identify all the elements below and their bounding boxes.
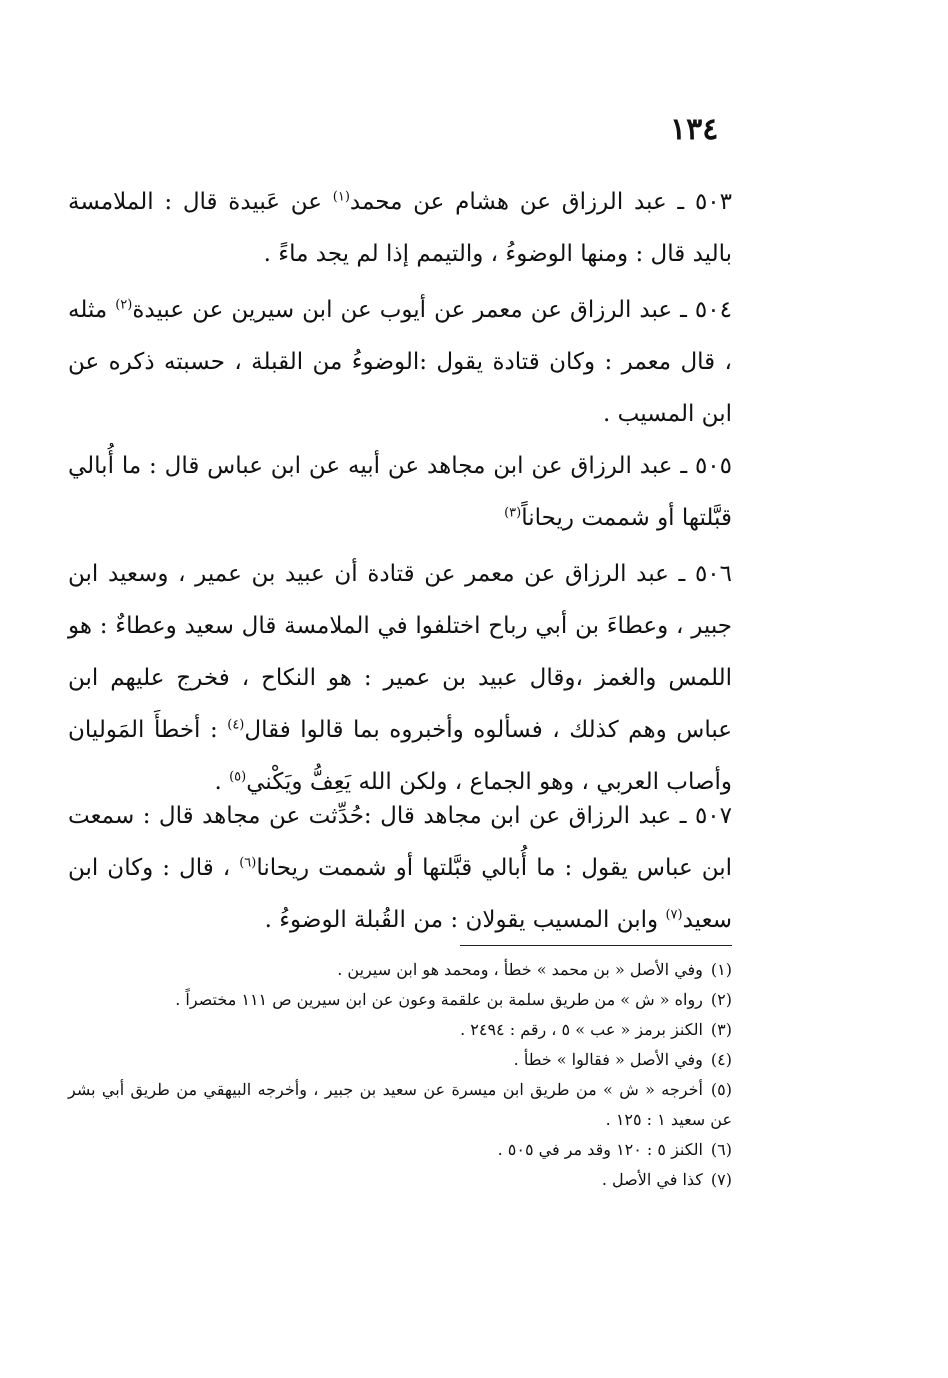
hadith-text: ٥٠٣ ـ عبد الرزاق عن هشام عن محمد (349, 189, 732, 215)
footnote-ref: (٢) (115, 297, 133, 313)
page-number: ١٣٤ (670, 112, 719, 147)
hadith-text: ، قال : وكان ابن سعيد (68, 855, 732, 933)
footnotes (68, 955, 732, 1195)
hadith-text: وابن المسيب يقولان : من القُبلة الوضوءُ . (264, 907, 666, 933)
footnote-6 (68, 1135, 732, 1165)
hadith-505 (68, 440, 732, 544)
footnote-ref: (٤) (227, 717, 245, 733)
hadith-text: ٥٠٦ ـ عبد الرزاق عن معمر عن قتادة أن عبيد بن عمير ، وسعيد ابن جبير ، وعطاءَ بن أبي رباح اختلفوا في الملامسة قال سعيد وعطاءٌ : هو اللمس والغمز ،وقال عبيد بن عمير : هو النكاح ، فخرج عليهم ابن عباس وهم كذلك ، فسألوه وأخبروه بما قالوا فقال (68, 561, 732, 743)
footnote-text: كذا في الأصل . (601, 1170, 703, 1189)
hadith-text: . (214, 769, 230, 795)
hadith-text: : أخطأَ المَوليان وأصاب العربي ، وهو الجماع ، ولكن الله يَعِفُّ ويَكْني (68, 717, 732, 795)
footnote-4 (68, 1045, 732, 1075)
footnote-number: (٤) (710, 1050, 732, 1069)
footnote-1 (68, 955, 732, 985)
hadith-506 (68, 548, 732, 808)
footnote-number: (٧) (710, 1170, 732, 1189)
footnote-number: (٣) (710, 1020, 732, 1039)
footnote-7 (68, 1165, 732, 1195)
footnote-2 (68, 985, 732, 1015)
hadith-503 (68, 176, 732, 280)
footnote-text: الكنز ٥ : ١٢٠ وقد مر في ٥٠٥ . (497, 1140, 703, 1159)
hadith-text: عن عَبيدة قال : الملامسة باليد قال : ومنها الوضوءُ ، والتيمم إذا لم يجد ماءً . (68, 189, 732, 267)
hadith-text: ٥٠٧ ـ عبد الرزاق عن ابن مجاهد قال :حُدِّثت عن مجاهد قال : سمعت ابن عباس يقول : ما أُبالي قبَّلتها أو شممت ريحانا (68, 803, 732, 881)
footnote-text: وفي الأصل « بن محمد » خطأ ، ومحمد هو ابن سيرين . (337, 960, 703, 979)
footnote-ref: (٥) (229, 769, 247, 785)
footnote-ref: (٣) (504, 505, 522, 521)
hadith-text: ٥٠٤ ـ عبد الرزاق عن معمر عن أيوب عن ابن سيرين عن عبيدة (132, 297, 732, 323)
footnote-number: (١) (710, 960, 732, 979)
hadith-text: ٥٠٥ ـ عبد الرزاق عن ابن مجاهد عن أبيه عن ابن عباس قال : ما أُبالي قبَّلتها أو شممت ريحاناً (68, 453, 732, 531)
footnote-ref: (١) (332, 189, 350, 205)
footnote-text: أخرجه « ش » من طريق ابن ميسرة عن سعيد بن جبير ، وأخرجه البيهقي من طريق أبي بشر عن سعيد ١ : ١٢٥ . (68, 1080, 732, 1129)
footnote-number: (٢) (710, 990, 732, 1009)
hadith-507 (68, 790, 732, 946)
footnote-5 (68, 1075, 732, 1135)
footnote-3 (68, 1015, 732, 1045)
footnote-text: رواه « ش » من طريق سلمة بن علقمة وعون عن ابن سيرين ص ١١١ مختصراً . (175, 990, 703, 1009)
footnote-number: (٦) (710, 1140, 732, 1159)
footnote-ref: (٧) (665, 907, 683, 923)
footnote-divider (460, 945, 732, 946)
footnote-ref: (٦) (239, 855, 257, 871)
hadith-text: مثله ، قال معمر : وكان قتادة يقول :الوضوءُ من القبلة ، حسبته ذكره عن ابن المسيب . (68, 297, 732, 427)
footnote-number: (٥) (710, 1080, 732, 1099)
footnote-text: الكنز برمز « عب » ٥ ، رقم : ٢٤٩٤ . (460, 1020, 703, 1039)
footnote-text: وفي الأصل « فقالوا » خطأ . (513, 1050, 703, 1069)
hadith-504 (68, 284, 732, 440)
